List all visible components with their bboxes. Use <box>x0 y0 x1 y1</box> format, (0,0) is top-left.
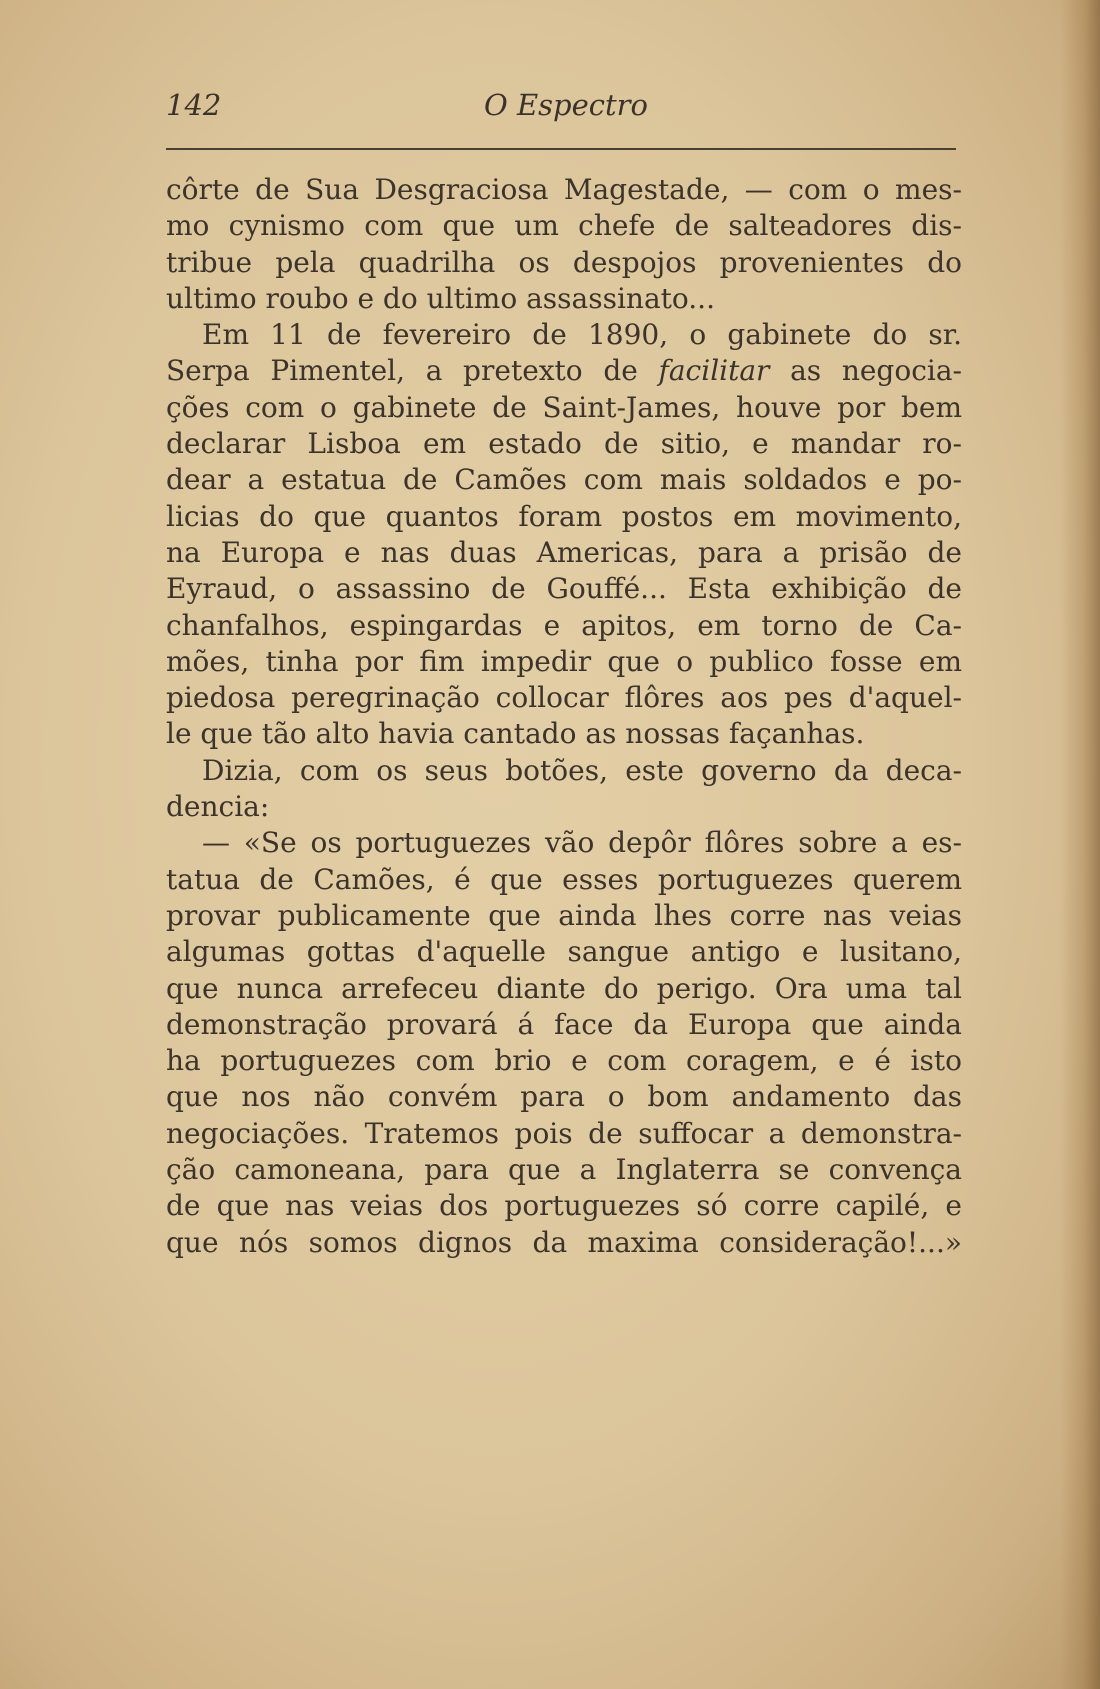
page-edge-shadow <box>1060 0 1100 1689</box>
text-line: declarar Lisboa em estado de sitio, e mandar ro- <box>166 427 962 461</box>
text-line: mo cynismo com que um chefe de salteadores dis- <box>166 209 962 243</box>
text-line: ha portuguezes com brio e com coragem, e é isto <box>166 1044 962 1078</box>
text-line: mões, tinha por fim impedir que o publico fosse em <box>166 644 962 678</box>
text-line: ção camoneana, para que a Inglaterra se convença <box>166 1153 962 1187</box>
text-line: de que nas veias dos portuguezes só corre capilé, e <box>166 1189 962 1223</box>
text-line: le que tão alto havia cantado as nossas façanhas. <box>166 717 865 751</box>
text-line: Dizia, com os seus botões, este governo da deca- <box>202 753 962 787</box>
text-line: dencia: <box>166 790 270 824</box>
text-line: negociações. Tratemos pois de suffocar a demonstra- <box>166 1116 962 1150</box>
text-line: algumas gottas d'aquelle sangue antigo e lusitano, <box>166 935 962 969</box>
text-line <box>166 353 962 389</box>
text-segment: as negocia- <box>790 354 963 388</box>
body-text <box>166 172 962 1261</box>
text-line: dear a estatua de Camões com mais soldados e po- <box>166 463 962 497</box>
text-segment: Serpa Pimentel, a pretexto de <box>166 354 638 388</box>
text-line: Eyraud, o assassino de Gouffé... Esta exhibição de <box>166 572 962 606</box>
running-title: O Espectro <box>484 88 648 122</box>
text-line: ultimo roubo e do ultimo assassinato... <box>166 281 715 315</box>
page-header <box>166 88 956 132</box>
emphasis-word: facilitar <box>658 354 770 388</box>
page-number: 142 <box>166 88 222 122</box>
text-line: demonstração provará á face da Europa que ainda <box>166 1007 962 1041</box>
text-line: — «Se os portuguezes vão depôr flôres sobre a es- <box>202 826 962 860</box>
text-line: que nos não convém para o bom andamento das <box>166 1080 962 1114</box>
text-line: que nunca arrefeceu diante do perigo. Ora uma tal <box>166 971 962 1005</box>
text-line: provar publicamente que ainda lhes corre nas veias <box>166 898 962 932</box>
header-rule <box>166 148 956 150</box>
text-line: tribue pela quadrilha os despojos provenientes do <box>166 245 962 279</box>
text-line: que nós somos dignos da maxima consideração!...» <box>166 1225 962 1259</box>
text-line: tatua de Camões, é que esses portuguezes querem <box>166 862 962 896</box>
text-line: ções com o gabinete de Saint-James, houve por bem <box>166 390 962 424</box>
text-line: côrte de Sua Desgraciosa Magestade, — com o mes- <box>166 173 962 206</box>
text-line: licias do que quantos foram postos em movimento, <box>166 499 962 533</box>
text-line: chanfalhos, espingardas e apitos, em torno de Ca- <box>166 608 962 642</box>
text-line: na Europa e nas duas Americas, para a prisão de <box>166 535 962 569</box>
text-line: piedosa peregrinação collocar flôres aos pes d'aquel- <box>166 681 962 715</box>
text-line: Em 11 de fevereiro de 1890, o gabinete do sr. <box>202 318 962 352</box>
